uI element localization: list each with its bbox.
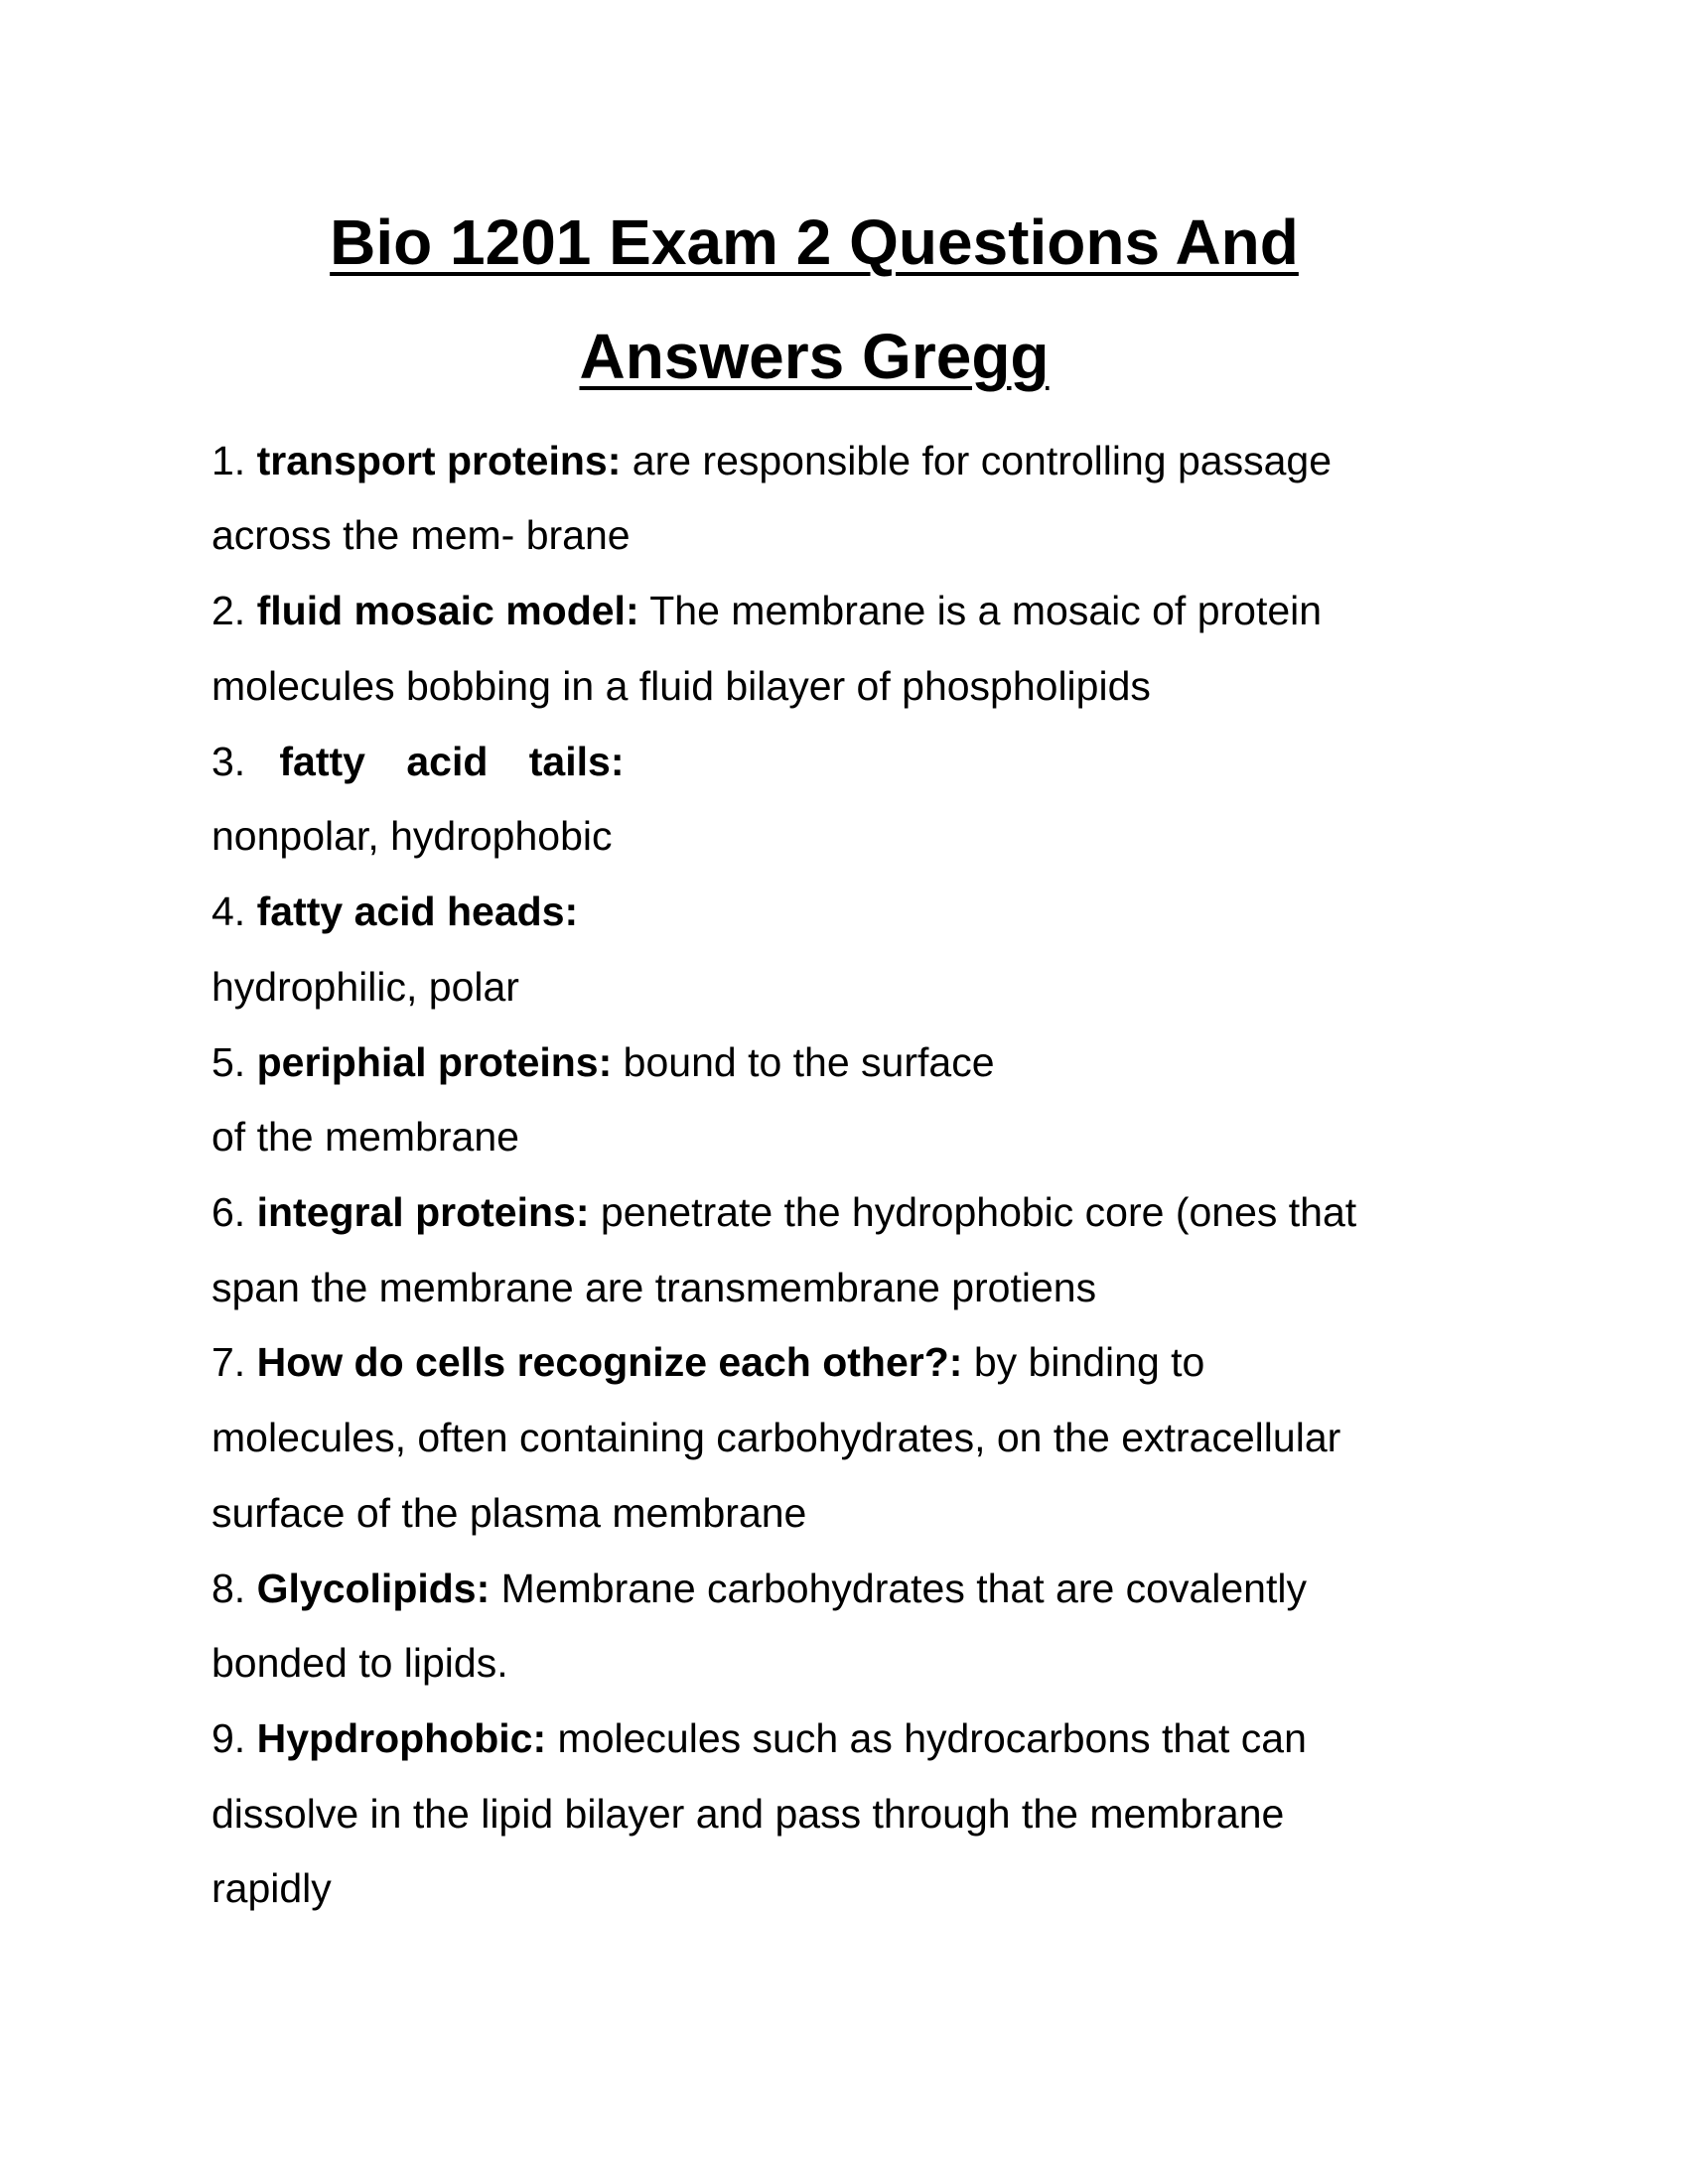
item-term: How do cells recognize each other?:: [256, 1339, 963, 1385]
item-number: 9.: [211, 1715, 246, 1761]
item-number: 1.: [211, 438, 246, 483]
item-4-line-1: [211, 886, 578, 937]
item-term: fatty acid tails:: [279, 739, 625, 784]
document-title-line-2: Answers Gregg: [579, 321, 1050, 392]
item-9-line-1: [211, 1712, 1307, 1764]
item-8-line-1: [211, 1563, 1307, 1614]
item-1-line-2: across the mem- brane: [211, 512, 631, 558]
item-answer: penetrate the hydrophobic core (ones that: [600, 1189, 1357, 1235]
item-term: Hypdrophobic:: [256, 1715, 547, 1761]
item-3-line-1: [211, 736, 624, 787]
item-term: integral proteins:: [256, 1189, 590, 1235]
item-answer: by binding to: [973, 1339, 1205, 1385]
item-term: fluid mosaic model:: [256, 588, 639, 633]
item-7-line-2: molecules, often containing carbohydrates, on the extracellular: [211, 1415, 1341, 1460]
item-number: 3.: [211, 739, 246, 784]
item-2-line-2: molecules bobbing in a fluid bilayer of phospholipids: [211, 663, 1151, 709]
item-number: 8.: [211, 1566, 246, 1611]
item-term: transport proteins:: [256, 438, 622, 483]
item-answer: molecules such as hydrocarbons that can: [557, 1715, 1307, 1761]
item-2-line-1: [211, 585, 1322, 636]
item-9-line-3: rapidly: [211, 1865, 332, 1911]
item-term: Glycolipids:: [256, 1566, 491, 1611]
item-3-line-2: nonpolar, hydrophobic: [211, 813, 613, 859]
item-8-line-2: bonded to lipids.: [211, 1640, 508, 1686]
item-6-line-1: [211, 1186, 1356, 1238]
item-answer: are responsible for controlling passage: [632, 438, 1333, 483]
item-4-line-2: hydrophilic, polar: [211, 964, 519, 1010]
item-6-line-2: span the membrane are transmembrane protiens: [211, 1265, 1097, 1310]
item-5-line-1: [211, 1036, 995, 1088]
item-9-line-2: dissolve in the lipid bilayer and pass through the membrane: [211, 1791, 1285, 1837]
document-title-line-1: Bio 1201 Exam 2 Questions And: [330, 206, 1299, 278]
item-5-line-2: of the membrane: [211, 1114, 519, 1160]
item-number: 6.: [211, 1189, 246, 1235]
item-1-line-1: [211, 435, 1332, 486]
item-number: 5.: [211, 1039, 246, 1085]
item-number: 2.: [211, 588, 246, 633]
item-number: 7.: [211, 1339, 246, 1385]
item-answer: The membrane is a mosaic of protein: [649, 588, 1323, 633]
item-answer: Membrane carbohydrates that are covalently: [500, 1566, 1307, 1611]
item-term: periphial proteins:: [256, 1039, 613, 1085]
item-7-line-3: surface of the plasma membrane: [211, 1490, 807, 1536]
item-answer: bound to the surface: [623, 1039, 995, 1085]
item-number: 4.: [211, 888, 246, 934]
item-term: fatty acid heads:: [256, 888, 579, 934]
item-7-line-1: [211, 1336, 1204, 1388]
